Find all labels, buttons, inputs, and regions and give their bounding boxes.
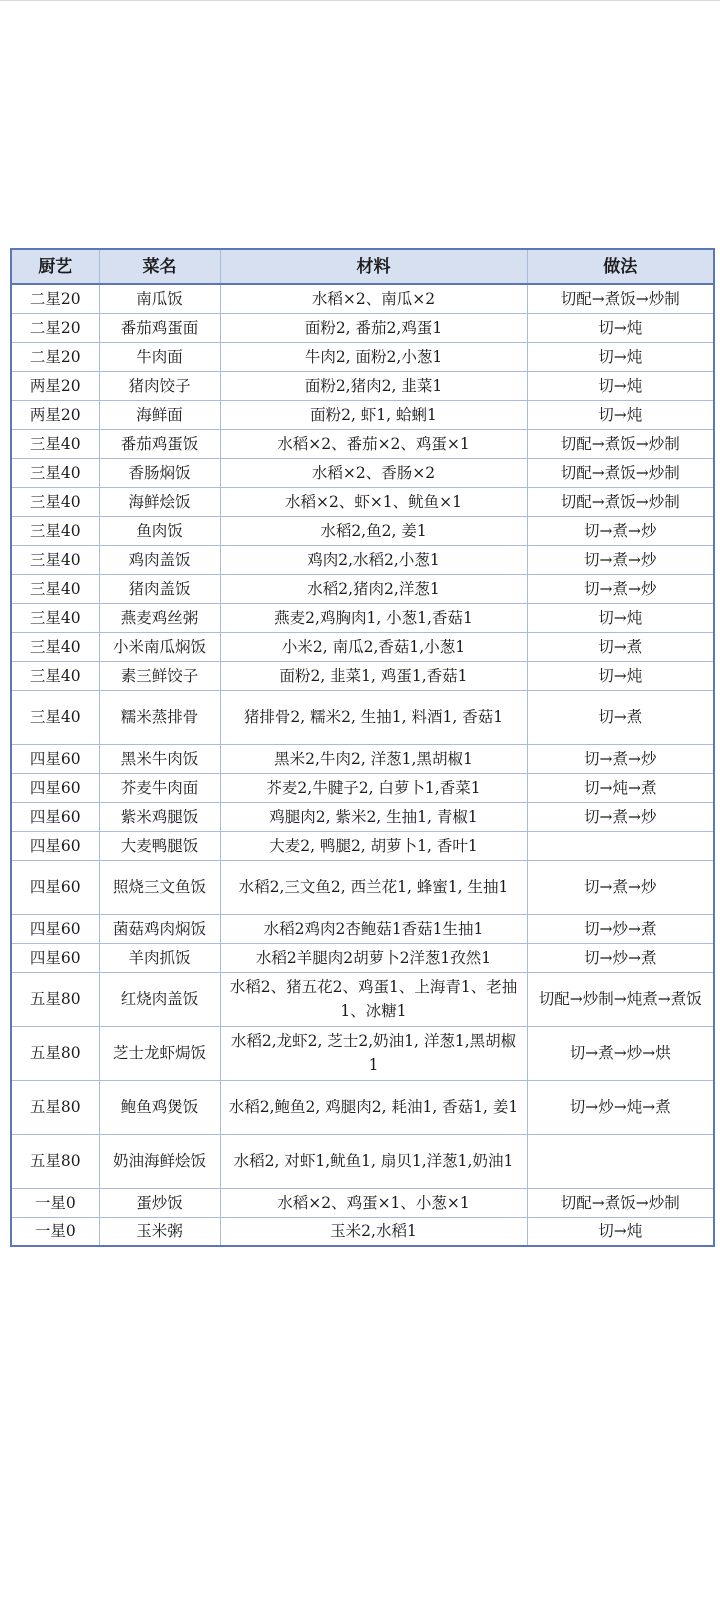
cell-method [527,1134,714,1188]
cell-level: 两星20 [11,371,99,400]
cell-materials: 鸡肉2,水稻2,小葱1 [220,545,527,574]
cell-level: 五星80 [11,1080,99,1134]
cell-level: 四星60 [11,744,99,773]
table-row [11,1080,714,1134]
cell-materials: 水稻2,三文鱼2, 西兰花1, 蜂蜜1, 生抽1 [220,860,527,914]
table-row [11,429,714,458]
table-row [11,972,714,1026]
cell-method: 切→炖 [527,1217,714,1246]
cell-level: 四星60 [11,943,99,972]
table-row [11,661,714,690]
cell-materials: 黑米2,牛肉2, 洋葱1,黑胡椒1 [220,744,527,773]
table-row [11,284,714,313]
cell-method: 切→炖 [527,371,714,400]
cell-level: 四星60 [11,860,99,914]
cell-materials: 水稻×2、虾×1、鱿鱼×1 [220,487,527,516]
cell-materials: 芥麦2,牛腱子2, 白萝卜1,香菜1 [220,773,527,802]
cell-level: 二星20 [11,342,99,371]
cell-materials: 鸡腿肉2, 紫米2, 生抽1, 青椒1 [220,802,527,831]
cell-method: 切→煮→炒 [527,545,714,574]
cell-method: 切→煮→炒 [527,860,714,914]
cell-dish: 玉米粥 [99,1217,220,1246]
cell-dish: 芥麦牛肉面 [99,773,220,802]
cell-level: 二星20 [11,313,99,342]
table-row [11,1188,714,1217]
table-row [11,1134,714,1188]
cell-materials: 水稻2羊腿肉2胡萝卜2洋葱1孜然1 [220,943,527,972]
cell-level: 三星40 [11,458,99,487]
cell-dish: 猪肉饺子 [99,371,220,400]
cell-level: 三星40 [11,690,99,744]
cell-materials: 水稻2鸡肉2杏鲍菇1香菇1生抽1 [220,914,527,943]
cell-level: 五星80 [11,1026,99,1080]
cell-method: 切→煮 [527,690,714,744]
table-row [11,574,714,603]
cell-dish: 蛋炒饭 [99,1188,220,1217]
cell-level: 四星60 [11,802,99,831]
cell-materials: 水稻×2、鸡蛋×1、小葱×1 [220,1188,527,1217]
cell-method: 切→炖 [527,313,714,342]
table-row [11,943,714,972]
cell-method: 切→炖 [527,661,714,690]
cell-dish: 番茄鸡蛋饭 [99,429,220,458]
table-row [11,545,714,574]
table-header [11,249,714,284]
cell-level: 三星40 [11,429,99,458]
cell-materials: 猪排骨2, 糯米2, 生抽1, 料酒1, 香菇1 [220,690,527,744]
cell-level: 三星40 [11,574,99,603]
table-row [11,516,714,545]
table-row [11,860,714,914]
cell-materials: 水稻2,鱼2, 姜1 [220,516,527,545]
cell-materials: 玉米2,水稻1 [220,1217,527,1246]
top-divider [0,0,720,1]
cell-materials: 水稻2, 对虾1,鱿鱼1, 扇贝1,洋葱1,奶油1 [220,1134,527,1188]
cell-dish: 照烧三文鱼饭 [99,860,220,914]
cell-dish: 红烧肉盖饭 [99,972,220,1026]
cell-method: 切配→煮饭→炒制 [527,458,714,487]
cell-dish: 小米南瓜焖饭 [99,632,220,661]
cell-dish: 大麦鸭腿饭 [99,831,220,860]
cell-materials: 面粉2, 虾1, 蛤蜊1 [220,400,527,429]
cell-dish: 鱼肉饭 [99,516,220,545]
table-row [11,458,714,487]
cell-dish: 黑米牛肉饭 [99,744,220,773]
table-row [11,831,714,860]
header-materials: 材料 [220,249,527,284]
cell-level: 三星40 [11,516,99,545]
table-row [11,632,714,661]
cell-dish: 羊肉抓饭 [99,943,220,972]
cell-method: 切→炖 [527,400,714,429]
cell-level: 两星20 [11,400,99,429]
cell-materials: 面粉2,猪肉2, 韭菜1 [220,371,527,400]
cell-method: 切→煮→炒→烘 [527,1026,714,1080]
cell-dish: 奶油海鲜烩饭 [99,1134,220,1188]
cell-dish: 鸡肉盖饭 [99,545,220,574]
cell-dish: 糯米蒸排骨 [99,690,220,744]
cell-materials: 牛肉2, 面粉2,小葱1 [220,342,527,371]
table-row [11,400,714,429]
header-dish: 菜名 [99,249,220,284]
cell-level: 三星40 [11,487,99,516]
cell-method: 切→煮→炒 [527,516,714,545]
header-row [11,249,714,284]
cell-materials: 燕麦2,鸡胸肉1, 小葱1,香菇1 [220,603,527,632]
table-row [11,1026,714,1080]
cell-dish: 菌菇鸡肉焖饭 [99,914,220,943]
cell-method: 切→炖 [527,342,714,371]
cell-dish: 素三鲜饺子 [99,661,220,690]
cell-level: 三星40 [11,632,99,661]
cell-method: 切配→煮饭→炒制 [527,429,714,458]
cell-materials: 水稻×2、南瓜×2 [220,284,527,313]
cell-dish: 鲍鱼鸡煲饭 [99,1080,220,1134]
recipe-table [10,248,715,1247]
cell-method: 切→炖→煮 [527,773,714,802]
cell-level: 一星0 [11,1188,99,1217]
table-row [11,313,714,342]
cell-materials: 面粉2, 番茄2,鸡蛋1 [220,313,527,342]
table-row [11,773,714,802]
cell-materials: 水稻2、猪五花2、鸡蛋1、上海青1、老抽1、冰糖1 [220,972,527,1026]
cell-dish: 番茄鸡蛋面 [99,313,220,342]
cell-dish: 芝士龙虾焗饭 [99,1026,220,1080]
cell-materials: 水稻×2、番茄×2、鸡蛋×1 [220,429,527,458]
cell-materials: 小米2, 南瓜2,香菇1,小葱1 [220,632,527,661]
cell-materials: 大麦2, 鸭腿2, 胡萝卜1, 香叶1 [220,831,527,860]
cell-dish: 紫米鸡腿饭 [99,802,220,831]
cell-dish: 香肠焖饭 [99,458,220,487]
cell-method: 切→煮→炒 [527,802,714,831]
cell-method: 切→炒→煮 [527,943,714,972]
cell-level: 五星80 [11,972,99,1026]
cell-method: 切→炒→煮 [527,914,714,943]
table-row [11,342,714,371]
cell-level: 五星80 [11,1134,99,1188]
cell-materials: 水稻×2、香肠×2 [220,458,527,487]
table-row [11,802,714,831]
cell-dish: 海鲜面 [99,400,220,429]
cell-level: 三星40 [11,661,99,690]
header-level: 厨艺 [11,249,99,284]
table-row [11,487,714,516]
cell-materials: 水稻2,龙虾2, 芝士2,奶油1, 洋葱1,黑胡椒1 [220,1026,527,1080]
cell-method: 切配→煮饭→炒制 [527,1188,714,1217]
table-row [11,603,714,632]
cell-method: 切→煮→炒 [527,744,714,773]
cell-method: 切→煮 [527,632,714,661]
table-row [11,1217,714,1246]
table-body [11,284,714,1246]
cell-method: 切→炒→炖→煮 [527,1080,714,1134]
cell-materials: 面粉2, 韭菜1, 鸡蛋1,香菇1 [220,661,527,690]
cell-method: 切配→煮饭→炒制 [527,284,714,313]
cell-dish: 牛肉面 [99,342,220,371]
cell-materials: 水稻2,鲍鱼2, 鸡腿肉2, 耗油1, 香菇1, 姜1 [220,1080,527,1134]
cell-level: 二星20 [11,284,99,313]
cell-dish: 猪肉盖饭 [99,574,220,603]
cell-method: 切配→煮饭→炒制 [527,487,714,516]
cell-method: 切配→炒制→炖煮→煮饭 [527,972,714,1026]
cell-method: 切→炖 [527,603,714,632]
cell-level: 四星60 [11,831,99,860]
cell-materials: 水稻2,猪肉2,洋葱1 [220,574,527,603]
table-row [11,744,714,773]
header-method: 做法 [527,249,714,284]
cell-dish: 燕麦鸡丝粥 [99,603,220,632]
cell-dish: 海鲜烩饭 [99,487,220,516]
cell-level: 三星40 [11,603,99,632]
table-row [11,371,714,400]
cell-level: 四星60 [11,914,99,943]
cell-level: 一星0 [11,1217,99,1246]
cell-method [527,831,714,860]
table-row [11,690,714,744]
cell-level: 三星40 [11,545,99,574]
cell-dish: 南瓜饭 [99,284,220,313]
table-row [11,914,714,943]
cell-level: 四星60 [11,773,99,802]
cell-method: 切→煮→炒 [527,574,714,603]
